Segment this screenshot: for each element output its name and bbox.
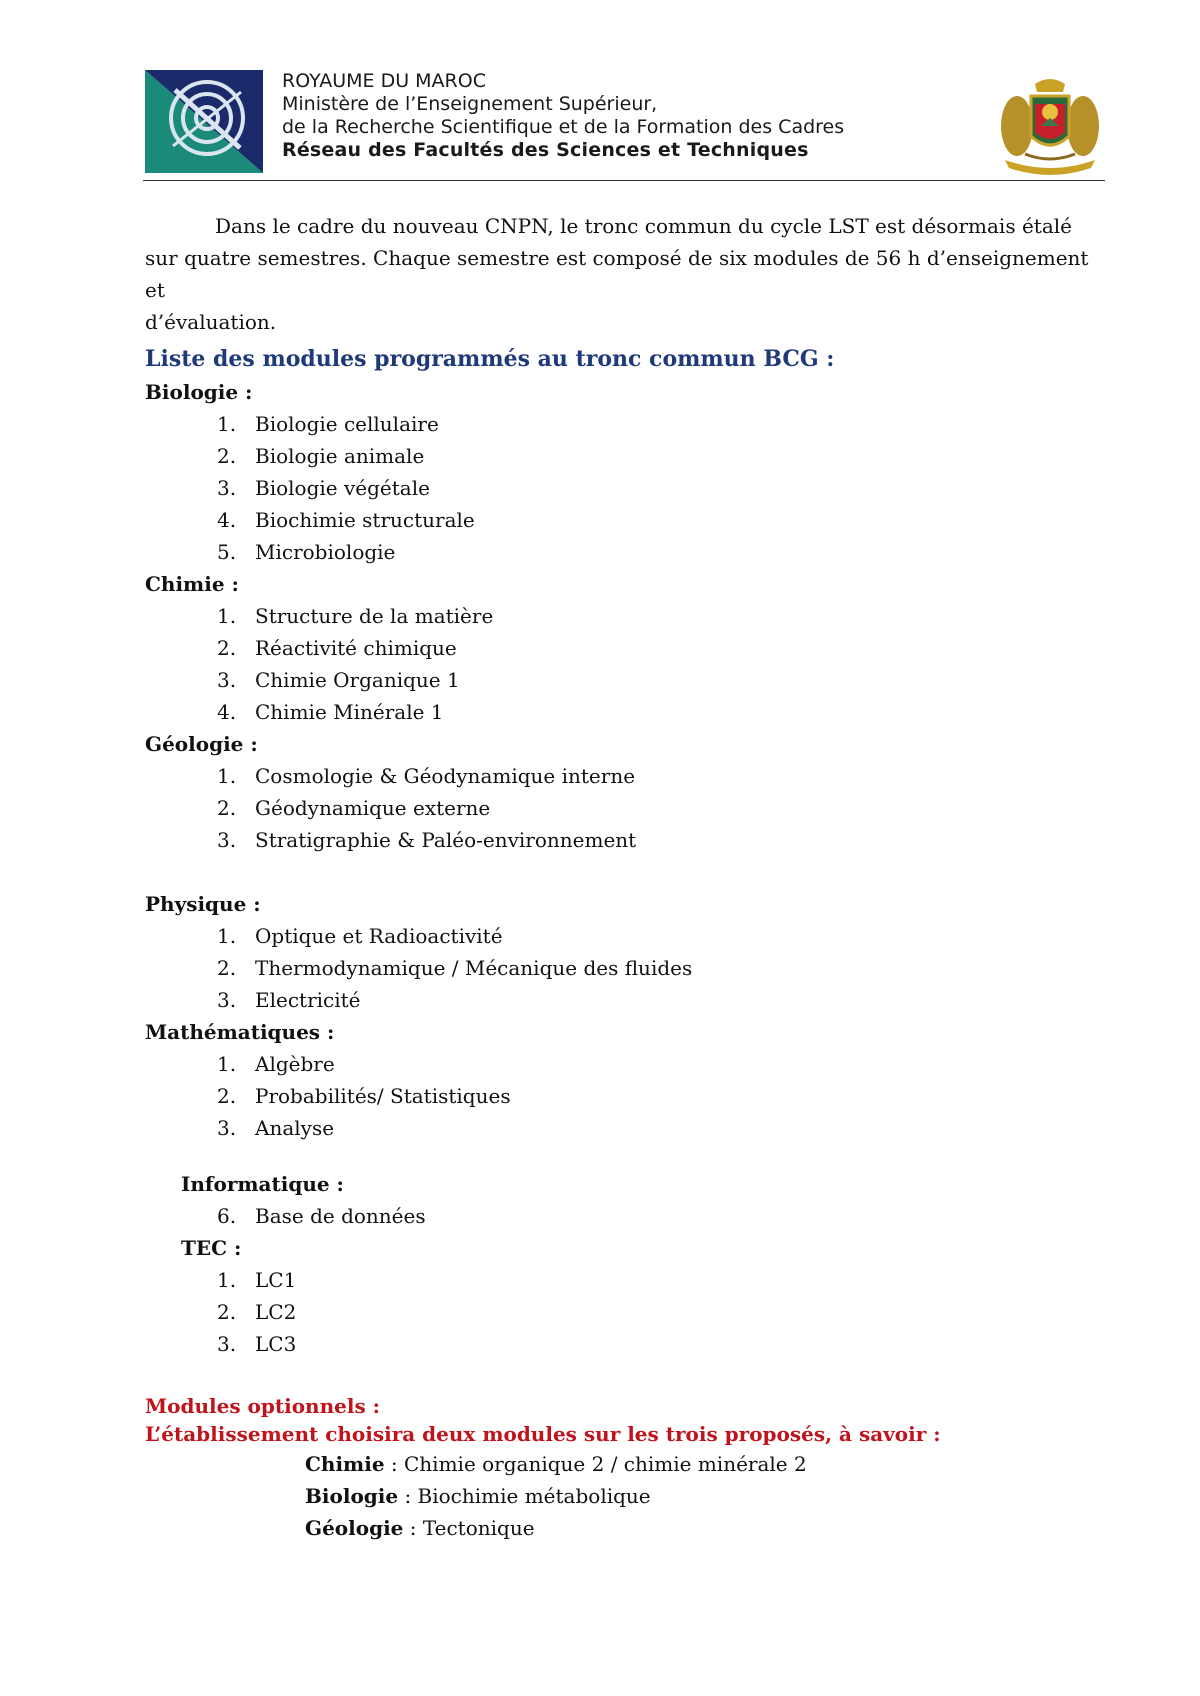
list-item: 1. Biologie cellulaire <box>217 412 439 436</box>
optional-modules-subtitle: L’établissement choisira deux modules sur les trois proposés, à savoir : <box>145 1422 941 1446</box>
category-tec: TEC : <box>181 1236 242 1260</box>
list-item: 2. Thermodynamique / Mécanique des fluides <box>217 956 693 980</box>
intro-line-1: Dans le cadre du nouveau CNPN, le tronc commun du cycle LST est désormais étalé <box>215 214 1072 238</box>
category-mathematiques: Mathématiques : <box>145 1020 335 1044</box>
category-chimie: Chimie : <box>145 572 239 596</box>
tec-list <box>145 1264 1105 1360</box>
category-informatique: Informatique : <box>181 1172 344 1196</box>
document-body <box>145 210 1105 1544</box>
list-item: 6. Base de données <box>217 1204 426 1228</box>
physique-list <box>145 920 1105 1016</box>
category-geologie: Géologie : <box>145 732 258 756</box>
spacer <box>145 856 1105 888</box>
list-item: 4. Biochimie structurale <box>217 508 475 532</box>
list-item: 3. Stratigraphie & Paléo-environnement <box>217 828 637 852</box>
category-biologie: Biologie : <box>145 380 253 404</box>
list-item: 1. Cosmologie & Géodynamique interne <box>217 764 636 788</box>
list-item: 4. Chimie Minérale 1 <box>217 700 444 724</box>
list-item: 2. LC2 <box>217 1300 297 1324</box>
header-divider <box>143 180 1105 181</box>
list-item: 3. Electricité <box>217 988 361 1012</box>
header-kingdom: ROYAUME DU MAROC <box>282 70 486 92</box>
spacer <box>145 1360 1105 1392</box>
list-item: 1. Structure de la matière <box>217 604 494 628</box>
optional-row-biologie: Biologie : Biochimie métabolique <box>305 1484 651 1508</box>
header-ministry-cont: de la Recherche Scientifique et de la Formation des Cadres <box>282 116 845 138</box>
list-item: 2. Biologie animale <box>217 444 425 468</box>
informatique-list <box>145 1200 1105 1232</box>
header-network: Réseau des Facultés des Sciences et Techniques <box>282 139 809 161</box>
intro-line-2: sur quatre semestres. Chaque semestre est composé de six modules de 56 h d’enseignement et <box>145 246 1089 302</box>
list-item: 3. Chimie Organique 1 <box>217 668 460 692</box>
header-text <box>282 70 844 162</box>
mathematiques-list <box>145 1048 1105 1144</box>
list-item: 3. LC3 <box>217 1332 297 1356</box>
moroccan-coat-of-arms-icon <box>995 74 1105 176</box>
category-physique: Physique : <box>145 892 261 916</box>
page-header <box>145 70 1105 180</box>
fst-network-logo-icon <box>145 70 263 173</box>
list-item: 3. Analyse <box>217 1116 335 1140</box>
modules-list-title: Liste des modules programmés au tronc commun BCG : <box>145 346 835 372</box>
list-item: 1. Optique et Radioactivité <box>217 924 503 948</box>
list-item: 2. Probabilités/ Statistiques <box>217 1084 511 1108</box>
biologie-list <box>145 408 1105 568</box>
spacer <box>145 1144 1105 1168</box>
optional-row-chimie: Chimie : Chimie organique 2 / chimie minérale 2 <box>305 1452 807 1476</box>
optional-row-geologie: Géologie : Tectonique <box>305 1516 535 1540</box>
intro-paragraph <box>145 210 1105 338</box>
list-item: 1. Algèbre <box>217 1052 335 1076</box>
geologie-list <box>145 760 1105 856</box>
optional-modules-title: Modules optionnels : <box>145 1394 381 1418</box>
list-item: 5. Microbiologie <box>217 540 396 564</box>
list-item: 1. LC1 <box>217 1268 297 1292</box>
header-ministry: Ministère de l’Enseignement Supérieur, <box>282 93 658 115</box>
list-item: 3. Biologie végétale <box>217 476 430 500</box>
chimie-list <box>145 600 1105 728</box>
list-item: 2. Réactivité chimique <box>217 636 457 660</box>
intro-line-3: d’évaluation. <box>145 310 277 334</box>
list-item: 2. Géodynamique externe <box>217 796 491 820</box>
